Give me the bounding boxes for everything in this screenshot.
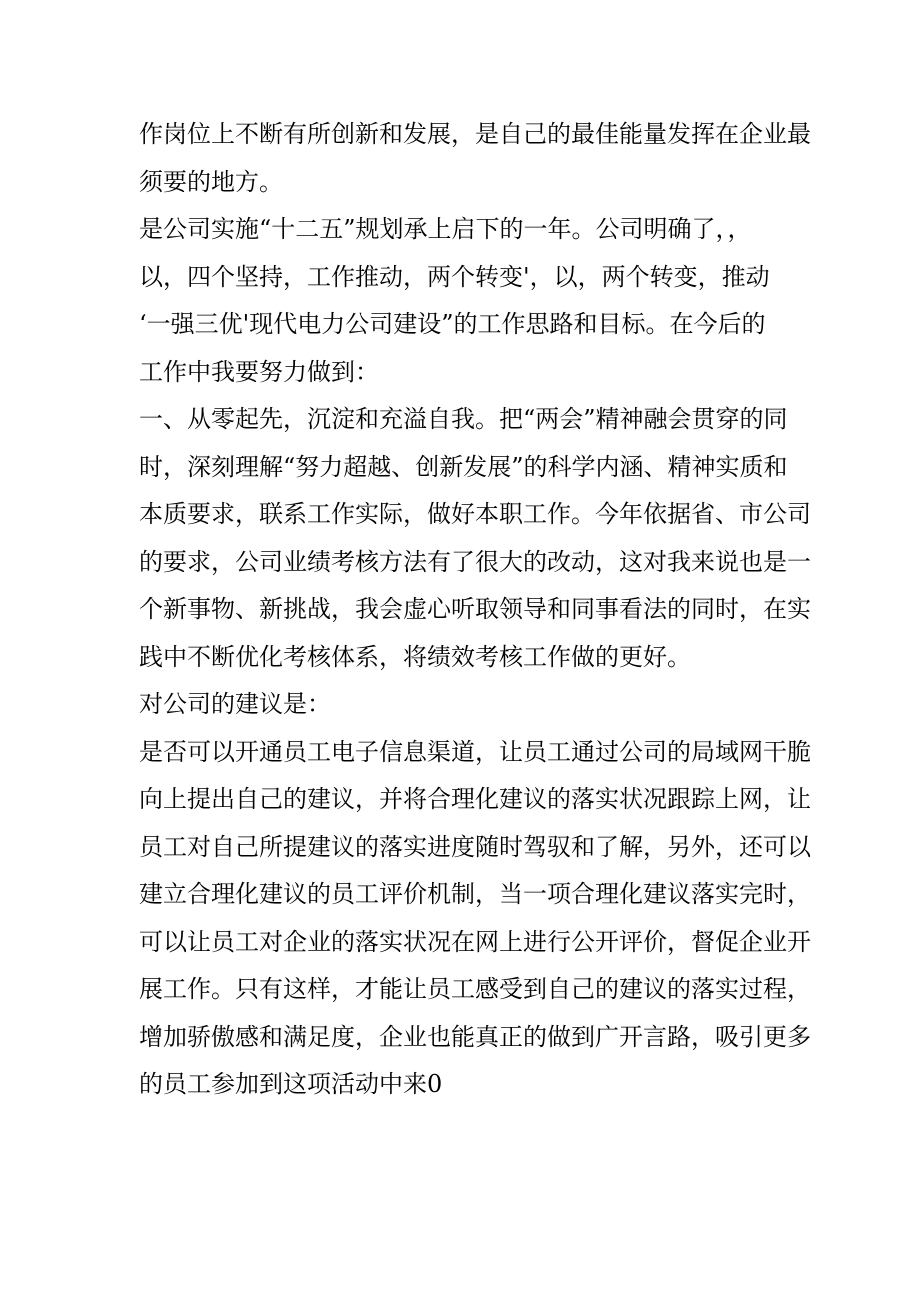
text-line-14: 是否可以开通员工电子信息渠道，让员工通过公司的局域网干脆	[139, 737, 811, 766]
text-line-6: 工作中我要努力做到：	[139, 357, 379, 386]
text-line-16: 员工对自己所提建议的落实进度随时驾驭和了解，另外，还可以	[139, 832, 811, 861]
text-line-4: 以，四个坚持，工作推动，两个转变'，以，两个转变，推动	[139, 262, 770, 291]
text-line-12: 践中不断优化考核体系，将绩效考核工作做的更好。	[139, 642, 691, 671]
document-body	[139, 111, 811, 1109]
text-line-2: 须要的地方。	[139, 167, 283, 196]
text-line-18: 可以让员工对企业的落实状况在网上进行公开评价，督促企业开	[139, 927, 811, 956]
text-line-20: 增加骄傲感和满足度，企业也能真正的做到广开言路，吸引更多	[139, 1022, 811, 1051]
text-line-3: 是公司实施“十二五”规划承上启下的一年。公司明确了，，	[139, 215, 752, 243]
text-line-10: 的要求，公司业绩考核方法有了很大的改动，这对我来说也是一	[139, 547, 811, 576]
text-line-5: ‘一强三优'现代电力公司建设”的工作思路和目标。在今后的	[139, 310, 766, 338]
text-line-7: 一、从零起先，沉淀和充溢自我。把“两会”精神融会贯穿的同	[139, 405, 788, 433]
text-line-21: 的员工参加到这项活动中来0	[139, 1070, 443, 1098]
text-line-17: 建立合理化建议的员工评价机制，当一项合理化建议落实完时，	[139, 880, 811, 908]
text-line-11: 个新事物、新挑战，我会虚心听取领导和同事看法的同时，在实	[139, 595, 811, 623]
text-line-19: 展工作。只有这样，才能让员工感受到自己的建议的落实过程，	[139, 975, 811, 1003]
text-line-9: 本质要求，联系工作实际，做好本职工作。今年依据省、市公司	[139, 500, 811, 528]
text-line-8: 时，深刻理解“努力超越、创新发展”的科学内涵、精神实质和	[139, 452, 788, 481]
text-line-13: 对公司的建议是：	[139, 690, 331, 718]
text-line-1: 作岗位上不断有所创新和发展，是自己的最佳能量发挥在企业最	[139, 120, 811, 148]
text-line-15: 向上提出自己的建议，并将合理化建议的落实状况跟踪上网，让	[139, 785, 811, 813]
